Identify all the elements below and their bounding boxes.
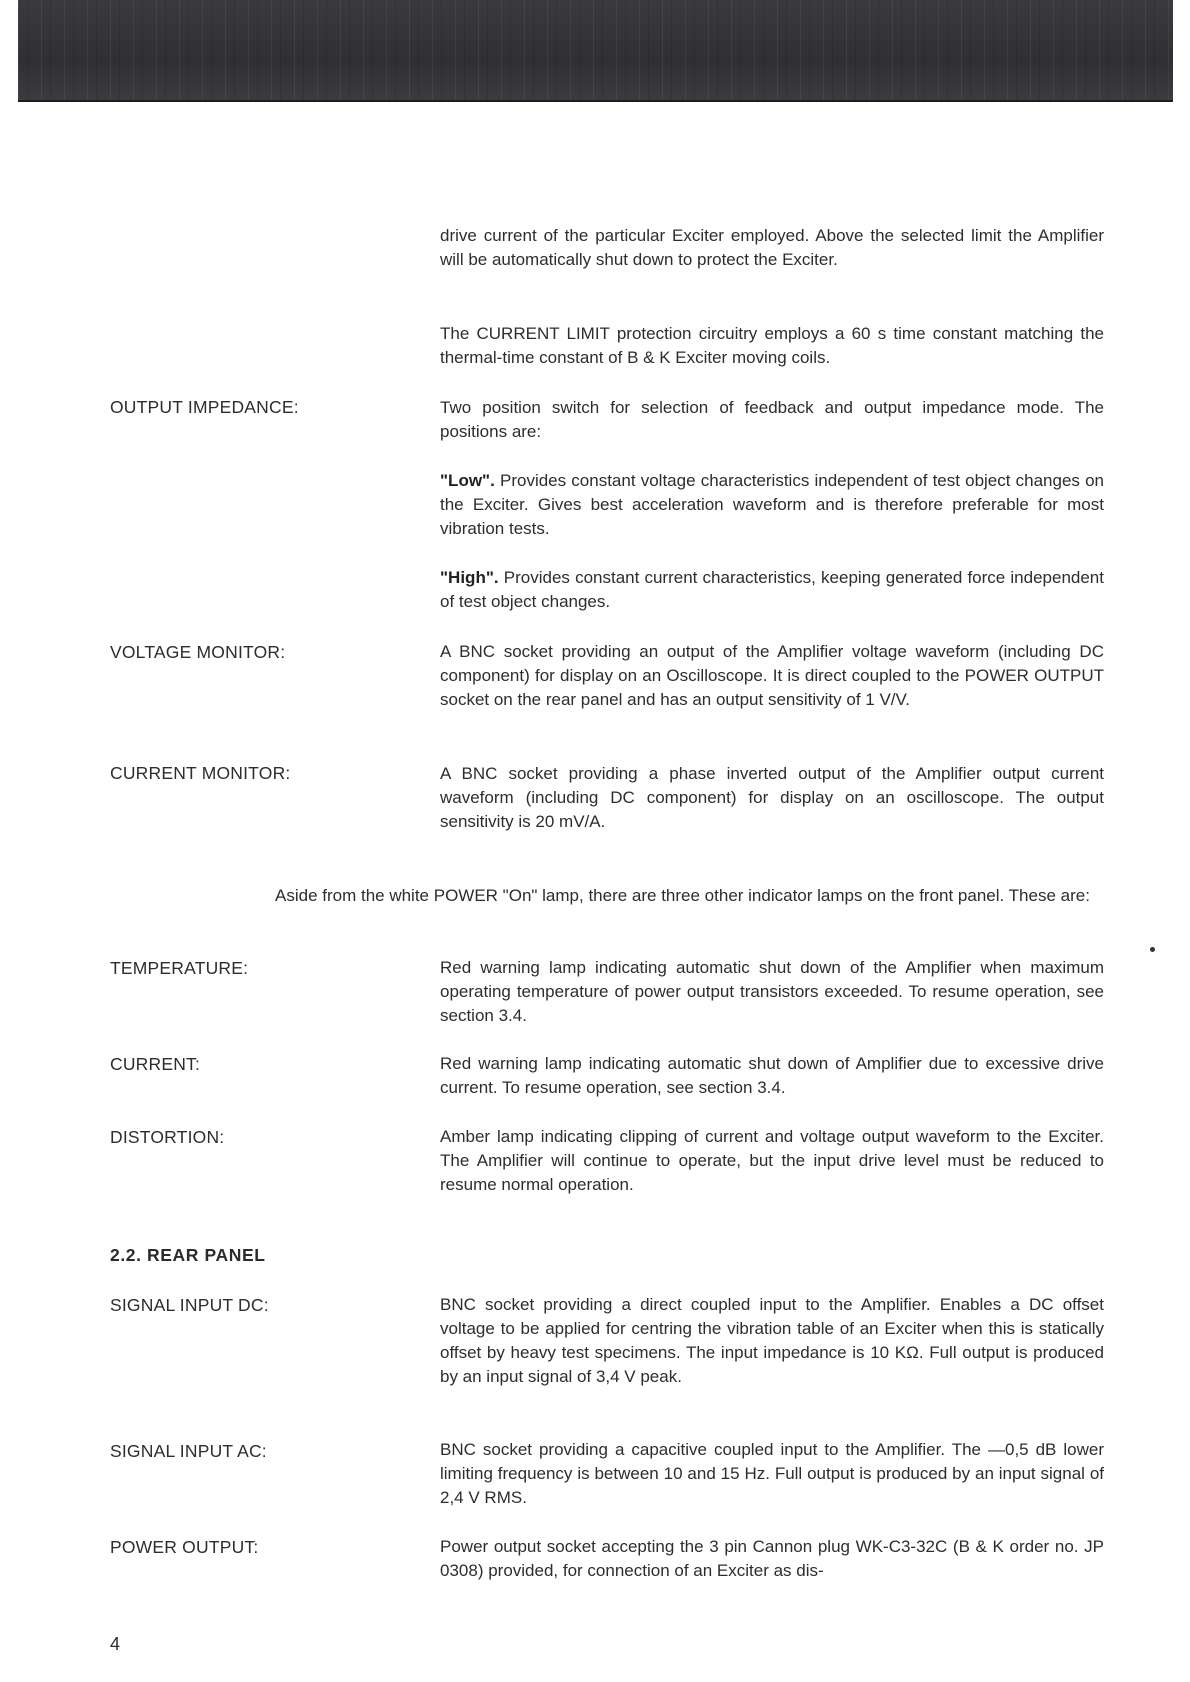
signal-input-ac-description: BNC socket providing a capacitive coupled input to the Amplifier. The —0,5 dB lower limiting frequency is between 10 and 15 Hz. Full output is produced by an input signal of 2,4 V RMS. [440,1440,1104,1507]
term-temperature: TEMPERATURE: [110,958,249,978]
low-label: "Low". [440,471,495,490]
output-impedance-description: Two position switch for selection of feedback and output impedance mode. The positions are: [440,398,1104,441]
output-impedance-high [440,566,1104,614]
term-distortion: DISTORTION: [110,1127,225,1147]
high-text: Provides constant current characteristics, keeping generated force independent of test object changes. [440,568,1104,611]
page-number: 4 [110,1634,121,1654]
low-text: Provides constant voltage characteristics independent of test object changes on the Exciter. Gives best acceleration waveform and is therefore preferable for most vibration tests. [440,471,1104,538]
term-voltage-monitor: VOLTAGE MONITOR: [110,642,286,662]
scan-speck [1150,947,1155,952]
lamps-intro: Aside from the white POWER "On" lamp, there are three other indicator lamps on the front panel. These are: [275,886,1090,905]
voltage-monitor-description: A BNC socket providing an output of the Amplifier voltage waveform (including DC component) for display on an Oscilloscope. It is direct coupled to the POWER OUTPUT socket on the rear panel and has an output sensitivity of 1 V/V. [440,642,1104,709]
term-output-impedance: OUTPUT IMPEDANCE: [110,397,299,417]
intro-paragraph-1: drive current of the particular Exciter employed. Above the selected limit the Amplifier will be automatically shut down to protect the Exciter. [440,226,1104,269]
term-current-monitor: CURRENT MONITOR: [110,763,291,783]
temperature-description: Red warning lamp indicating automatic shut down of the Amplifier when maximum operating temperature of power output transistors exceeded. To resume operation, see section 3.4. [440,958,1104,1025]
current-monitor-description: A BNC socket providing a phase inverted output of the Amplifier output current waveform (including DC component) for display on an oscilloscope. The output sensitivity is 20 mV/A. [440,764,1104,831]
current-description: Red warning lamp indicating automatic shut down of Amplifier due to excessive drive current. To resume operation, see section 3.4. [440,1054,1104,1097]
term-signal-input-ac: SIGNAL INPUT AC: [110,1441,267,1461]
distortion-description: Amber lamp indicating clipping of current and voltage output waveform to the Exciter. The Amplifier will continue to operate, but the input drive level must be reduced to resume normal operation. [440,1127,1104,1194]
scan-edge-band [18,0,1173,102]
term-power-output: POWER OUTPUT: [110,1537,259,1557]
term-signal-input-dc: SIGNAL INPUT DC: [110,1295,269,1315]
output-impedance-low [440,469,1104,541]
term-current: CURRENT: [110,1054,201,1074]
section-heading-rear-panel: 2.2. REAR PANEL [110,1245,266,1265]
signal-input-dc-description: BNC socket providing a direct coupled input to the Amplifier. Enables a DC offset voltage to be applied for centring the vibration table of an Exciter when this is statically offset by heavy test specimens. The input impedance is 10 KΩ. Full output is produced by an input signal of 3,4 V peak. [440,1295,1104,1386]
high-label: "High". [440,568,499,587]
intro-paragraph-2: The CURRENT LIMIT protection circuitry employs a 60 s time constant matching the thermal-time constant of B & K Exciter moving coils. [440,324,1104,367]
power-output-description: Power output socket accepting the 3 pin Cannon plug WK-C3-32C (B & K order no. JP 0308) provided, for connection of an Exciter as dis- [440,1537,1104,1580]
